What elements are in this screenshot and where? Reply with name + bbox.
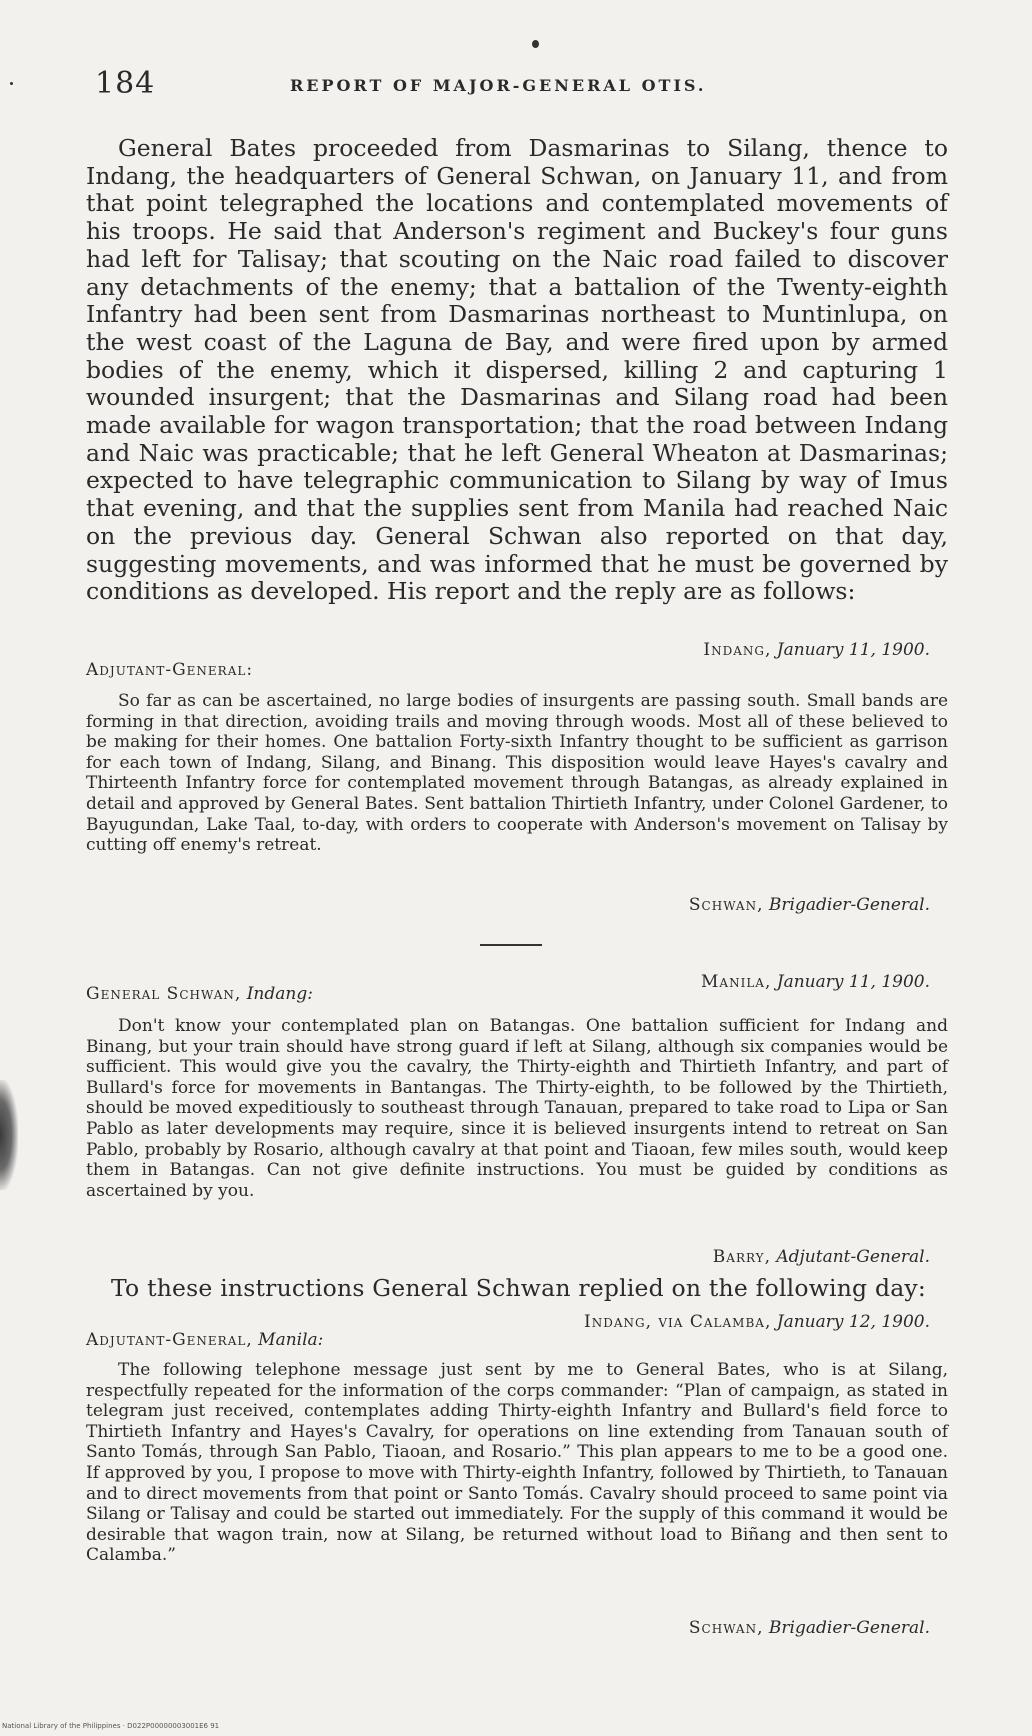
- binding-shadow: [0, 1080, 18, 1190]
- telegram-3-addressee-place: Manila:: [258, 1330, 324, 1350]
- telegram-1-sig-name: Schwan,: [688, 895, 764, 915]
- telegram-2-addressee: [86, 984, 313, 1004]
- speck-mark: [10, 82, 13, 85]
- telegram-1-dateline: [703, 640, 930, 660]
- telegram-2-dateline: [701, 972, 930, 992]
- telegram-2-addressee-name: General Schwan,: [86, 984, 242, 1004]
- telegram-1-body-text: So far as can be ascertained, no large bodies of insurgents are passing south. Small bands are forming in that direction, avoiding trails and moving through woods. Most all of these believed to be making for their homes. One battalion Forty-sixth Infantry thought to be sufficient as garrison for each town of Indang, Silang, and Binang. This disposition would leave Hayes's cavalry and Thirteenth Infantry force for contemplated movement through Batangas, as already explained in detail and approved by General Bates. Sent battalion Thirtieth Infantry, under Colonel Gardener, to Bayugundan, Lake Taal, to-day, with orders to cooperate with Anderson's movement on Talisay by cutting off enemy's retreat.: [86, 691, 948, 856]
- telegram-3-date: January 12, 1900.: [776, 1312, 930, 1332]
- telegram-3-dateline: [584, 1312, 930, 1332]
- telegram-2-signature: [713, 1247, 930, 1267]
- speck-mark: [532, 40, 539, 48]
- telegram-2-addressee-place: Indang:: [246, 984, 313, 1004]
- telegram-1-addressee: [86, 660, 253, 680]
- telegram-3-body: [86, 1360, 948, 1566]
- telegram-3-signature: [689, 1618, 930, 1638]
- section-divider: [480, 944, 542, 946]
- telegram-2-date: January 11, 1900.: [776, 972, 930, 992]
- running-head: REPORT OF MAJOR-GENERAL OTIS.: [290, 76, 707, 95]
- telegram-3-place: Indang, via Calamba,: [584, 1312, 772, 1332]
- paragraph-1-text: General Bates proceeded from Dasmarinas to Silang, thence to Indang, the headquarters of General Schwan, on January 11, and from that point telegraphed the locations and contemplated movements of his troops. He said that Anderson's regiment and Buckey's four guns had left for Talisay; that scouting on the Naic road failed to discover any detachments of the enemy; that a battalion of the Twenty-eighth Infantry had been sent from Dasmarinas northeast to Muntinlupa, on the west coast of the Laguna de Bay, and were fired upon by armed bodies of the enemy, which it dispersed, killing 2 and capturing 1 wounded insurgent; that the Dasmarinas and Silang road had been made available for wagon transportation; that the road between Indang and Naic was practicable; that he left General Wheaton at Dasmarinas; expected to have telegraphic communication to Silang by way of Imus that evening, and that the supplies sent from Manila had reached Naic on the previous day. General Schwan also reported on that day, suggesting movements, and was informed that he must be governed by conditions as developed. His report and the reply are as follows:: [86, 134, 948, 606]
- telegram-3-sig-title: Brigadier-General.: [768, 1618, 930, 1638]
- telegram-3-addressee-name: Adjutant-General,: [86, 1330, 253, 1350]
- telegram-3-body-text: The following telephone message just sent by me to General Bates, who is at Silang, respectfully repeated for the information of the corps commander: “Plan of campaign, as stated in telegram just received, contemplates adding Thirty-eighth Infantry and Bullard's field force to Thirtieth Infantry and Hayes's Cavalry, for operations on line extending from Tanauan south of Santo Tomás, through San Pablo, Tiaoan, and Rosario.” This plan appears to me to be a good one. If approved by you, I propose to move with Thirty-eighth Infantry, followed by Thirtieth, to Tanauan and to direct movements from that point or Santo Tomás. Cavalry should proceed to same point via Silang or Talisay and could be started out immediately. For the supply of this command it would be desirable that wagon train, now at Silang, be returned without load to Biñang and then sent to Calamba.”: [86, 1360, 948, 1566]
- telegram-2-sig-title: Adjutant-General.: [776, 1247, 930, 1267]
- telegram-1-body: [86, 691, 948, 856]
- telegram-1-addressee-name: Adjutant-General:: [86, 660, 254, 680]
- telegram-1-place: Indang,: [703, 640, 772, 660]
- telegram-2-body: [86, 1016, 948, 1201]
- telegram-2-body-text: Don't know your contemplated plan on Batangas. One battalion sufficient for Indang and Binang, but your train should have strong guard if left at Silang, although six companies would be sufficient. This would give you the cavalry, the Thirty-eighth and Thirtieth Infantry, and part of Bullard's force for movements in Bantangas. The Thirty-eighth, to be followed by the Thirtieth, should be moved expeditiously to southeast through Tanauan, prepared to take road to Lipa or San Pablo as later developments may require, since it is believed insurgents intend to retreat on San Pablo, probably by Rosario, although cavalry at that point and Tiaoan, few miles south, would keep them in Batangas. Can not give definite instructions. You must be guided by conditions as ascertained by you.: [86, 1016, 948, 1201]
- paragraph-1: [86, 135, 948, 606]
- telegram-3-addressee: [86, 1330, 323, 1350]
- telegram-1-date: January 11, 1900.: [776, 640, 930, 660]
- page-number: 184: [95, 66, 156, 101]
- telegram-2-place: Manila,: [701, 972, 772, 992]
- telegram-1-signature: [689, 895, 930, 915]
- lead-line: To these instructions General Schwan replied on the following day:: [111, 1274, 927, 1302]
- page-header: [95, 66, 945, 106]
- telegram-2-sig-name: Barry,: [712, 1247, 771, 1267]
- telegram-1-sig-title: Brigadier-General.: [768, 895, 930, 915]
- scan-footer: National Library of the Philippines · D022P00000003001E6 91: [2, 1722, 220, 1730]
- telegram-3-sig-name: Schwan,: [688, 1618, 764, 1638]
